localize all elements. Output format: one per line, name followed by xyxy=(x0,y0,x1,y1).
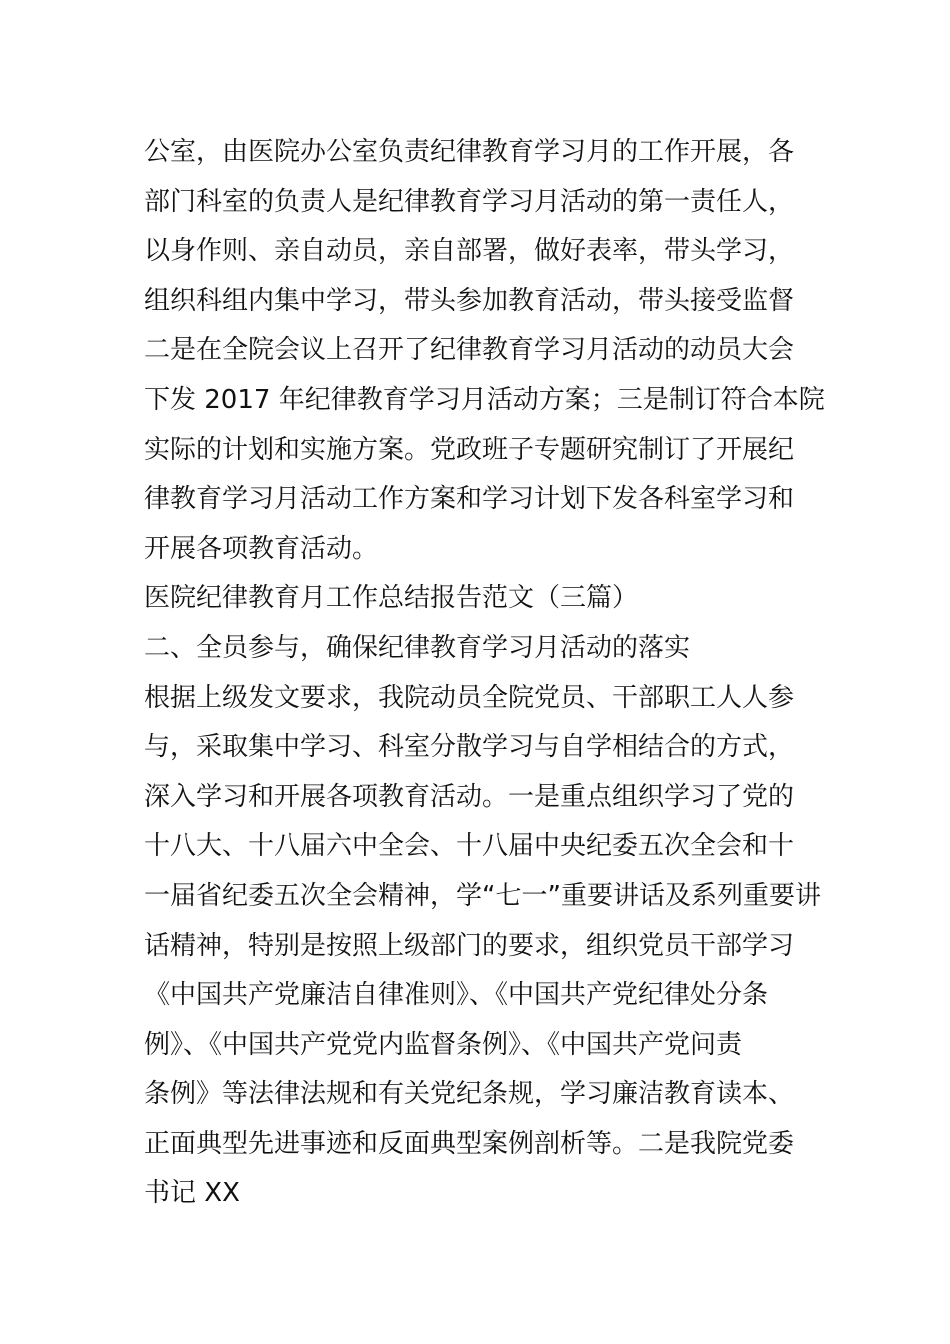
text-line: 根据上级发文要求，我院动员全院党员、干部职工人人参 xyxy=(144,682,795,713)
text-line: 话精神，特别是按照上级部门的要求，组织党员干部学习 xyxy=(144,930,795,961)
text-line: 《中国共产党廉洁自律准则》、《中国共产党纪律处分条 xyxy=(144,980,769,1011)
text-line: 下发 2017 年纪律教育学习月活动方案；三是制订符合本院 xyxy=(144,384,825,415)
text-line: 实际的计划和实施方案。党政班子专题研究制订了开展纪 xyxy=(144,434,795,465)
text-line: 部门科室的负责人是纪律教育学习月活动的第一责任人， xyxy=(144,186,795,217)
text-line: 以身作则、亲自动员，亲自部署，做好表率，带头学习， xyxy=(144,236,795,267)
text-line: 十八大、十八届六中全会、十八届中央纪委五次全会和十 xyxy=(144,831,795,862)
text-line: 书记 XX xyxy=(144,1178,240,1209)
section-heading: 医院纪律教育月工作总结报告范文（三篇） xyxy=(144,583,639,614)
text-line: 正面典型先进事迹和反面典型案例剖析等。二是我院党委 xyxy=(144,1128,795,1159)
text-line: 例》、《中国共产党党内监督条例》、《中国共产党问责 xyxy=(144,1029,743,1060)
text-line: 深入学习和开展各项教育活动。一是重点组织学习了党的 xyxy=(144,781,795,812)
text-line: 与，采取集中学习、科室分散学习与自学相结合的方式， xyxy=(144,732,795,763)
text-line: 公室，由医院办公室负责纪律教育学习月的工作开展，各 xyxy=(144,137,795,167)
text-line: 开展各项教育活动。 xyxy=(144,533,379,564)
document-body xyxy=(144,128,825,1219)
text-line: 组织科组内集中学习，带头参加教育活动，带头接受监督 xyxy=(144,285,795,316)
text-line: 二是在全院会议上召开了纪律教育学习月活动的动员大会 xyxy=(144,335,795,366)
text-line: 律教育学习月活动工作方案和学习计划下发各科室学习和 xyxy=(144,484,795,515)
section-heading: 二、全员参与，确保纪律教育学习月活动的落实 xyxy=(144,632,691,663)
text-line: 条例》等法律法规和有关党纪条规，学习廉洁教育读本、 xyxy=(144,1079,795,1110)
text-line: 一届省纪委五次全会精神，学“七一”重要讲话及系列重要讲 xyxy=(144,880,821,911)
